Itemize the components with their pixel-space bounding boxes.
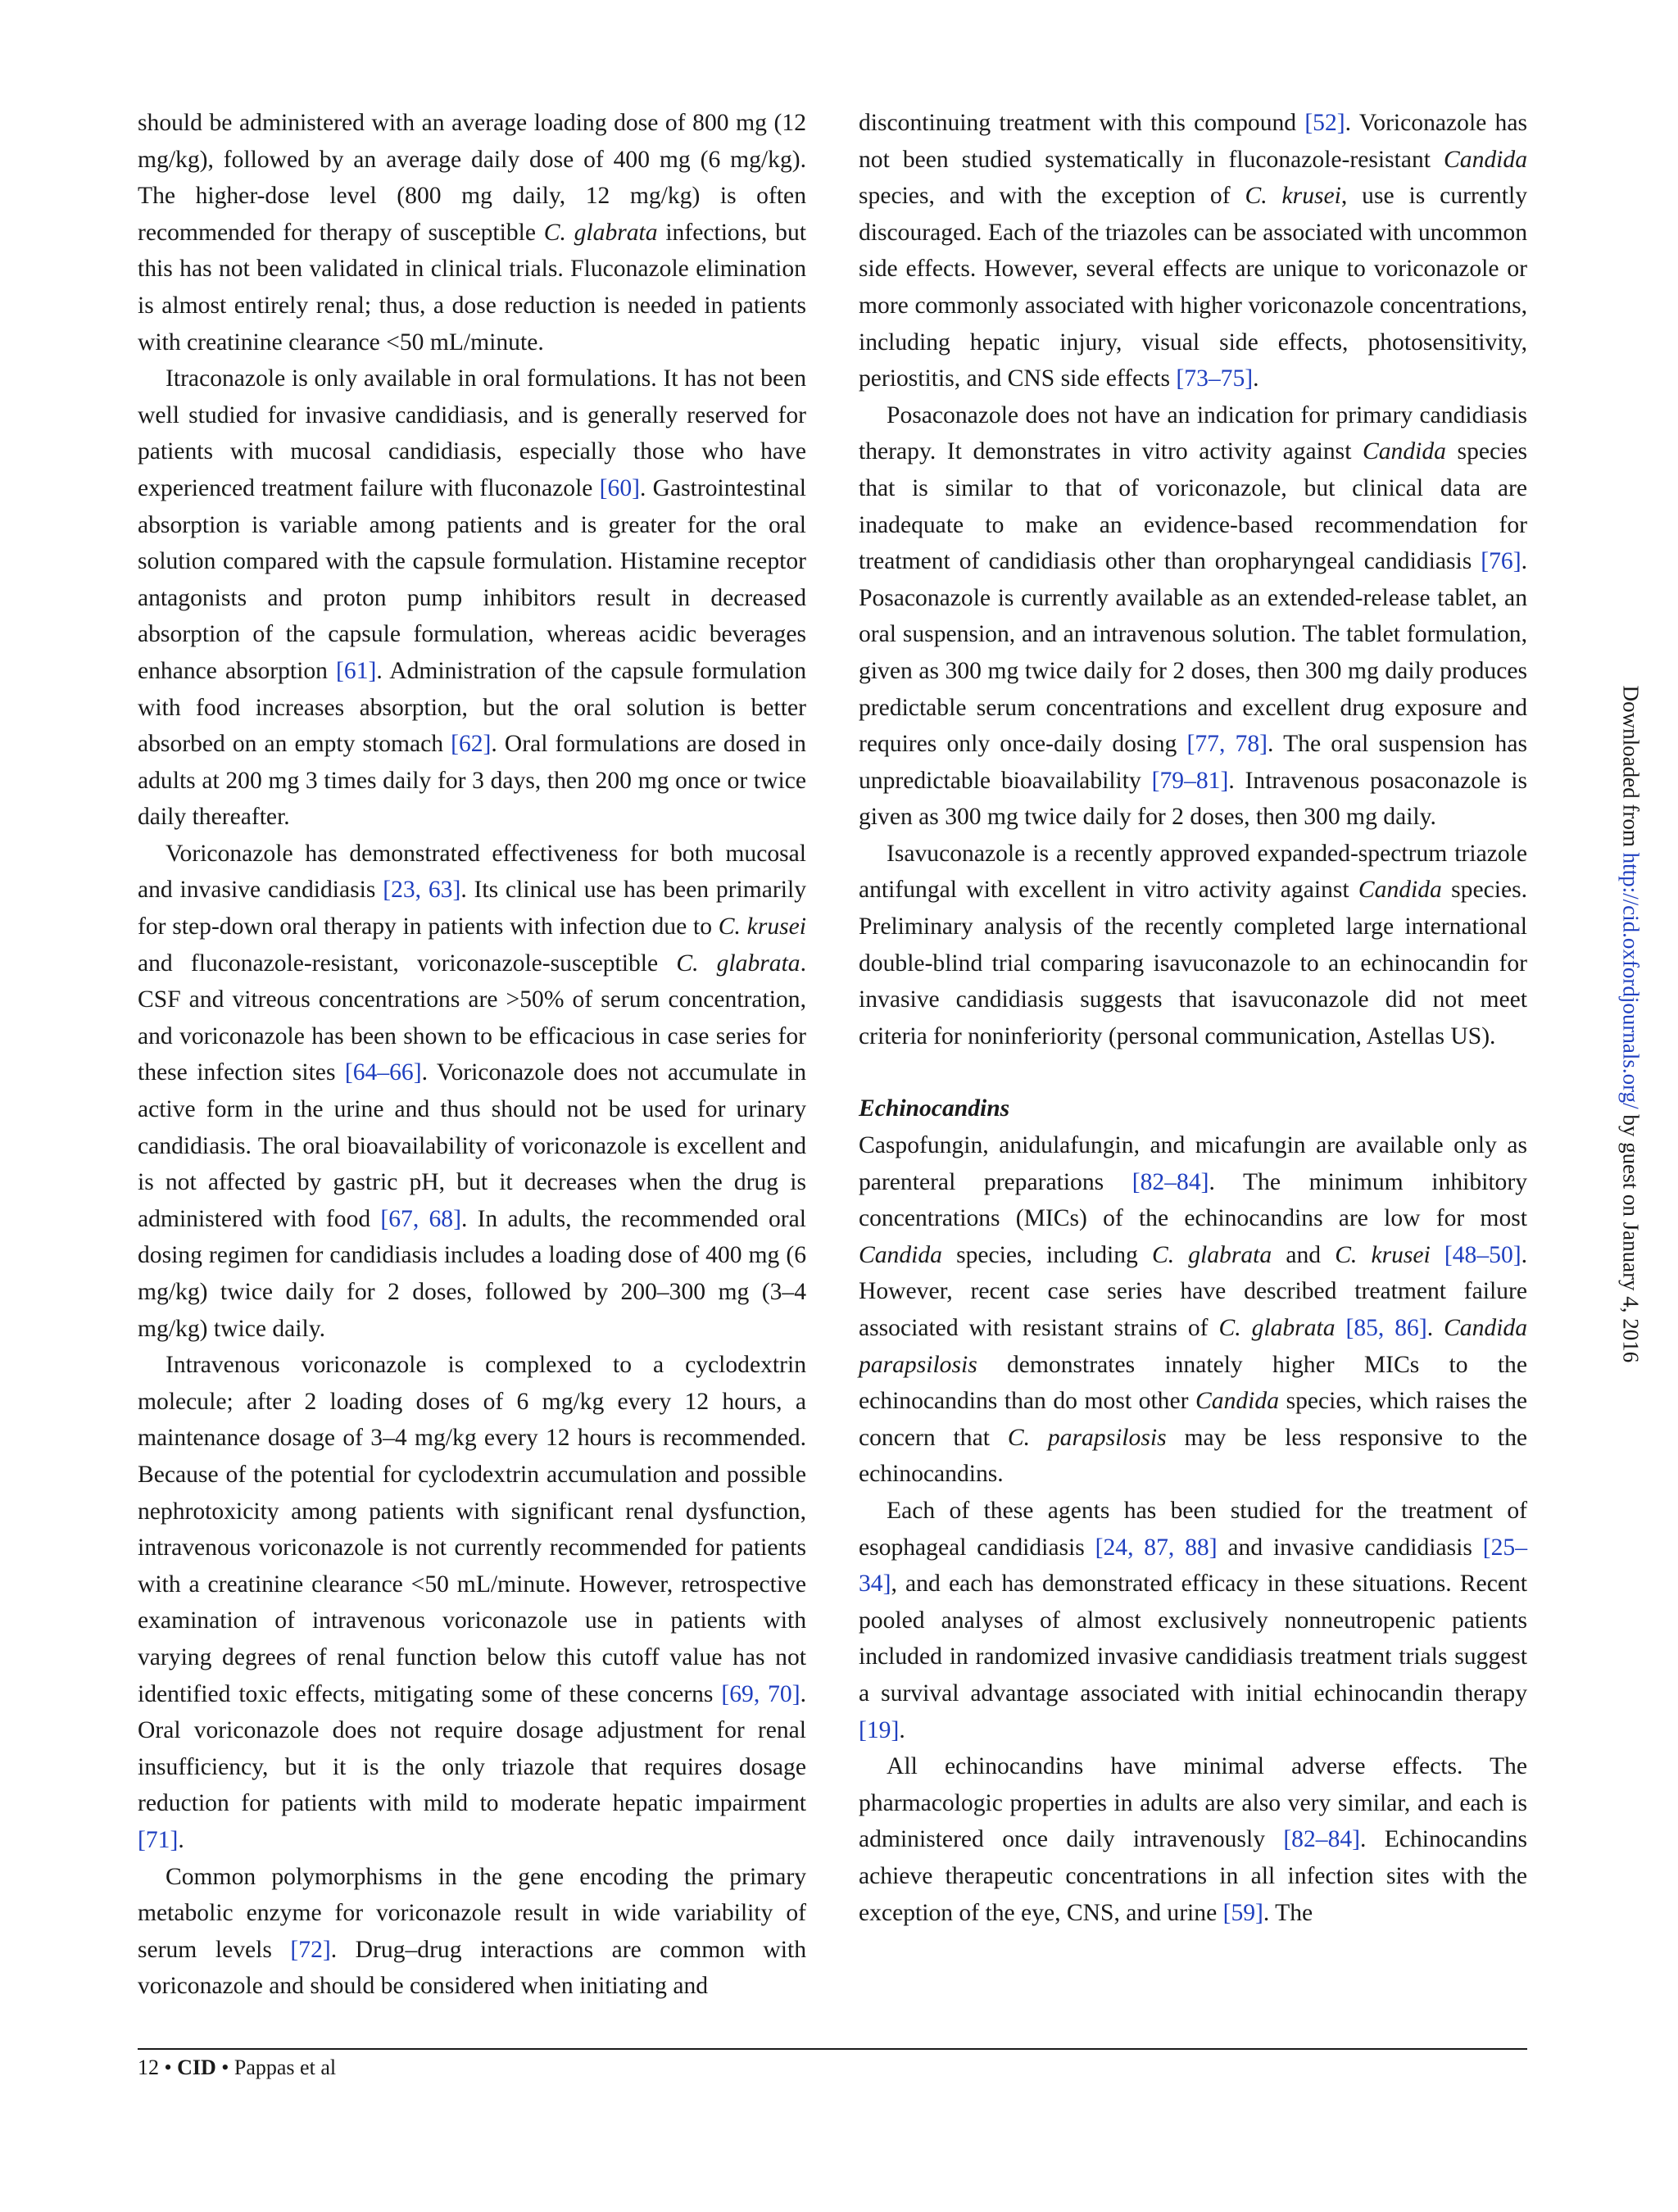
right-column <box>859 105 1527 1931</box>
species-name: Candida <box>859 1241 942 1268</box>
citation-link[interactable]: [59] <box>1222 1899 1263 1926</box>
citation-link[interactable]: [23, 63] <box>383 877 461 904</box>
text-run: infections, but this has not been validated in clinical trials. Fluconazole elimination is almost entirely renal; thus, a dose reduction is needed in patients with creatinine clearance <50 mL/minute. <box>138 219 806 356</box>
bullet-separator: • <box>164 2056 172 2079</box>
text-run: . Drug–drug interactions are common with voriconazole and should be considered when initiating and <box>138 1936 806 2000</box>
citation-link[interactable]: [71] <box>138 1826 179 1853</box>
species-name: C. glabrata <box>543 219 658 246</box>
citation-link[interactable]: [69, 70] <box>721 1680 800 1707</box>
text-run: and invasive candidiasis <box>1217 1534 1483 1561</box>
download-notice <box>1618 686 1644 1363</box>
citation-link[interactable]: [79–81] <box>1151 767 1229 794</box>
download-prefix: Downloaded from <box>1618 685 1644 853</box>
text-run: . Gastrointestinal absorption is variable among patients and is greater for the oral solution compared with the capsule formulation. Histamine receptor antagonists and proton pump inhibitors result in decreased absorption of the capsule formulation, whereas acidic beverages enhance absorption <box>138 474 806 684</box>
text-run: . Its clinical use has been primarily for step-down oral therapy in patients with infection due to <box>138 877 807 941</box>
species-name: Candida parapsilosis <box>859 1315 1528 1378</box>
journal-url-link[interactable]: http://cid.oxfordjournals.org/ <box>1618 852 1644 1109</box>
left-paragraph-4 <box>138 1347 806 1858</box>
text-run: species. Preliminary analysis of the recently completed large international double-blind trial comparing isavuconazole to an echinocandin for invasive candidiasis suggests that isavuconazole did not meet criteria for noninferiority (personal communication, Astellas US). <box>859 877 1528 1049</box>
text-run: species, including <box>941 1241 1152 1268</box>
text-run: . <box>899 1716 905 1743</box>
text-run: . Intravenous posaconazole is given as 300 mg twice daily for 2 doses, then 300 mg daily. <box>859 767 1528 831</box>
journal-name: CID <box>177 2056 216 2079</box>
right-paragraph-6 <box>859 1748 1527 1931</box>
text-run: Intravenous voriconazole is complexed to a cyclodextrin molecule; after 2 loading doses of 6 mg/kg every 12 hours, a maintenance dosage of 3–4 mg/kg every 12 hours is recommended. Because of the potential for cyclodextrin accumulation and possible nephrotoxicity among patients with significant renal dysfunction, intravenous voriconazole is not currently recommended for patients with a creatinine clearance <50 mL/minute. However, retrospective examination of intravenous voriconazole use in patients with varying degrees of renal function below this cutoff value has not identified toxic effects, mitigating some of these concerns <box>138 1352 806 1707</box>
text-run: Caspofungin, anidulafungin, and micafungin are available only as parenteral preparations <box>859 1132 1527 1195</box>
species-name: C. krusei <box>1245 183 1341 210</box>
text-run: . Oral voriconazole does not require dosage adjustment for renal insufficiency, but it is the only triazole that requires dosage reduction for patients with mild to moderate hepatic impairment <box>138 1680 806 1817</box>
species-name: C. parapsilosis <box>1007 1424 1167 1451</box>
text-run: species that is similar to that of voriconazole, but clinical data are inadequate to make an evidence-based recommendation for treatment of candidiasis other than oropharyngeal candidiasis <box>859 438 1528 575</box>
text-run: may be less responsive to the echinocandins. <box>859 1424 1527 1488</box>
download-suffix: by guest on January 4, 2016 <box>1618 1108 1644 1363</box>
citation-link[interactable]: [64–66] <box>344 1059 422 1086</box>
citation-link[interactable]: [76] <box>1481 548 1522 575</box>
text-run: . The <box>1263 1899 1313 1926</box>
text-run: . In adults, the recommended oral dosing regimen for candidiasis includes a loading dose of 400 mg (6 mg/kg) twice daily for 2 doses, followed by 200–300 mg (3–4 mg/kg) twice daily. <box>138 1205 806 1342</box>
text-run: , and each has demonstrated efficacy in these situations. Recent pooled analyses of almost exclusively nonneutropenic patients included in randomized invasive candidiasis treatment trials suggest a survival advantage associated with initial echinocandin therapy <box>859 1571 1527 1707</box>
text-run: Common polymorphisms in the gene encoding the primary metabolic enzyme for voriconazole result in wide variability of serum levels <box>138 1863 806 1963</box>
left-paragraph-1 <box>138 105 806 360</box>
citation-link[interactable]: [48–50] <box>1444 1241 1522 1268</box>
right-paragraph-2 <box>859 397 1527 836</box>
bullet-separator: • <box>221 2056 229 2079</box>
citation-link[interactable]: [52] <box>1304 110 1345 136</box>
text-run: Voriconazole has demonstrated effectiveness for both mucosal and invasive candidiasis <box>138 840 806 904</box>
citation-link[interactable]: [73–75] <box>1176 365 1254 392</box>
section-heading: Echinocandins <box>859 1095 1010 1122</box>
citation-link[interactable]: [85, 86] <box>1345 1315 1427 1341</box>
right-paragraph-5 <box>859 1493 1527 1748</box>
species-name: C. krusei <box>718 913 807 941</box>
species-name: C. krusei <box>1335 1241 1431 1268</box>
right-paragraph-4 <box>859 1127 1527 1493</box>
citation-link[interactable]: [25–34] <box>859 1534 1527 1598</box>
species-name: Candida <box>1195 1388 1279 1415</box>
species-name: Candida <box>1444 146 1527 173</box>
text-run: , use is currently discouraged. Each of the triazoles can be associated with uncommon side effects. However, several effects are unique to voriconazole or more commonly associated with higher voriconazole concentrations, including hepatic injury, visual side effects, photosensitivity, periostitis, and CNS side effects <box>859 183 1527 392</box>
citation-link[interactable]: [77, 78] <box>1186 731 1268 758</box>
citation-link[interactable]: [24, 87, 88] <box>1095 1534 1218 1561</box>
right-paragraph-1 <box>859 105 1527 397</box>
left-paragraph-3 <box>138 836 806 1347</box>
text-run <box>1336 1315 1346 1341</box>
text-run: . The minimum inhibitory concentrations (MICs) of the echinocandins are low for most <box>859 1168 1528 1232</box>
text-run: . <box>178 1826 184 1853</box>
text-run: . Oral formulations are dosed in adults at 200 mg 3 times daily for 3 days, then 200 mg once or twice daily thereafter. <box>138 731 806 831</box>
left-paragraph-2 <box>138 360 806 836</box>
footer-rule <box>138 2048 1527 2050</box>
text-run: and <box>1272 1241 1336 1268</box>
text-run: . However, recent case series have described treatment failure associated with resistant strains of <box>859 1241 1528 1341</box>
text-run: . Posaconazole is currently available as an extended-release tablet, an oral suspension, and an intravenous solution. The tablet formulation, given as 300 mg twice daily for 2 doses, then 300 mg daily produces predictable serum concentrations and excellent drug exposure and requires only once-daily dosing <box>859 548 1527 758</box>
text-run: . CSF and vitreous concentrations are >50% of serum concentration, and voriconazole has been shown to be efficacious in case series for these infection sites <box>138 950 806 1086</box>
citation-link[interactable]: [72] <box>290 1936 331 1963</box>
right-paragraph-3 <box>859 836 1527 1055</box>
text-run: . Voriconazole does not accumulate in active form in the urine and thus should not be used for urinary candidiasis. The oral bioavailability of voriconazole is excellent and is not affected by gastric pH, but it decreases when the drug is administered with food <box>138 1059 806 1232</box>
text-run <box>1431 1242 1444 1268</box>
text-run: Isavuconazole is a recently approved expanded-spectrum triazole antifungal with excellent in vitro activity against <box>859 840 1527 904</box>
text-run: Posaconazole does not have an indication for primary candidiasis therapy. It demonstrates in vitro activity against <box>859 401 1527 465</box>
citation-link[interactable]: [67, 68] <box>380 1205 461 1232</box>
citation-link[interactable]: [62] <box>451 731 492 758</box>
text-run: species, and with the exception of <box>859 183 1245 210</box>
citation-link[interactable]: [61] <box>336 657 377 684</box>
text-run: demonstrates innately higher MICs to the echinocandins than do most other <box>859 1351 1527 1415</box>
species-name: C. glabrata <box>1218 1315 1336 1341</box>
citation-link[interactable]: [82–84] <box>1283 1826 1361 1853</box>
text-run: . Echinocandins achieve therapeutic concentrations in all infection sites with the exception of the eye, CNS, and urine <box>859 1826 1527 1926</box>
text-run: . Administration of the capsule formulation with food increases absorption, but the oral solution is better absorbed on an empty stomach <box>138 657 807 758</box>
text-run: . The oral suspension has unpredictable bioavailability <box>859 731 1527 794</box>
authors: Pappas et al <box>234 2056 337 2079</box>
citation-link[interactable]: [60] <box>599 474 640 501</box>
text-run: species, which raises the concern that <box>859 1388 1527 1451</box>
page-number: 12 <box>138 2056 159 2079</box>
text-run: All echinocandins have minimal adverse effects. The pharmacologic properties in adults are also very similar, and each is administered once daily intravenously <box>859 1753 1527 1853</box>
left-column <box>138 105 806 2005</box>
text-run: should be administered with an average loading dose of 800 mg (12 mg/kg), followed by an average daily dose of 400 mg (6 mg/kg). The higher-dose level (800 mg daily, 12 mg/kg) is often recommended for therapy of susceptible <box>138 110 806 246</box>
species-name: C. glabrata <box>676 950 800 977</box>
text-run: . <box>1253 365 1259 392</box>
page-footer <box>138 2051 336 2084</box>
citation-link[interactable]: [82–84] <box>1132 1168 1209 1195</box>
text-run: . <box>1426 1315 1444 1341</box>
citation-link[interactable]: [19] <box>859 1716 900 1743</box>
text-run: . Voriconazole has not been studied systematically in fluconazole-resistant <box>859 110 1527 173</box>
text-run: Itraconazole is only available in oral formulations. It has not been well studied for invasive candidiasis, and is generally reserved for patients with mucosal candidiasis, especially those who have experienced treatment failure with fluconazole <box>138 365 806 501</box>
text-run: Each of these agents has been studied for the treatment of esophageal candidiasis <box>859 1497 1527 1561</box>
left-paragraph-5 <box>138 1859 806 2005</box>
species-name: Candida <box>1363 438 1446 465</box>
species-name: C. glabrata <box>1151 1241 1272 1268</box>
text-run: discontinuing treatment with this compound <box>859 110 1305 136</box>
species-name: Candida <box>1358 877 1442 904</box>
text-run: and fluconazole-resistant, voriconazole-susceptible <box>138 950 677 977</box>
